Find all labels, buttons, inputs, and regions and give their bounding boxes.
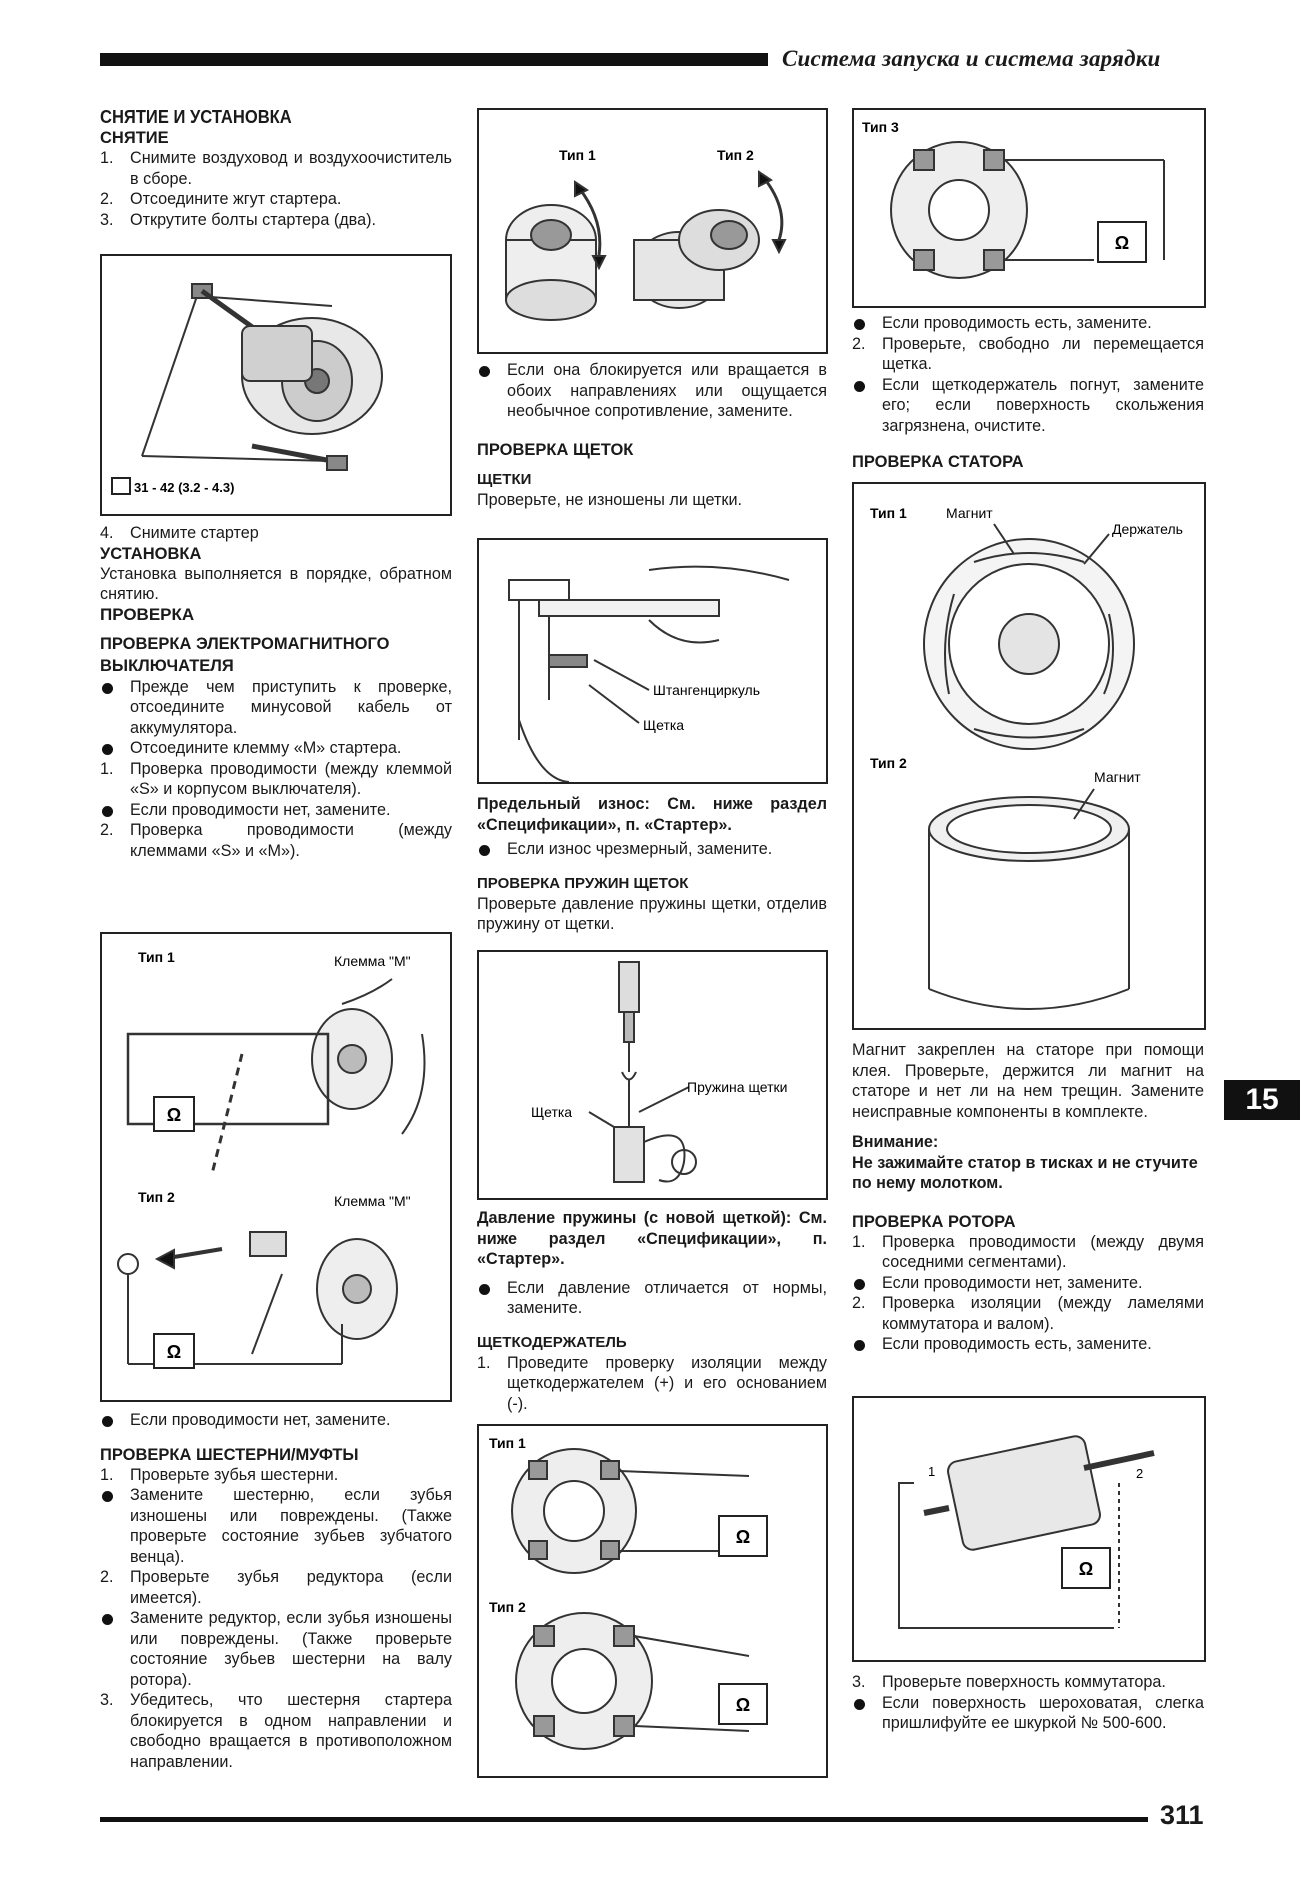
- column-1-continued: [100, 523, 452, 861]
- figure-starter-removal: [100, 254, 452, 516]
- figure-rotor: [852, 1396, 1206, 1662]
- column-3: [852, 313, 1204, 472]
- list-item: Прежде чем приступить к проверке, отсоедините минусовой кабель от аккумулятора.: [100, 677, 452, 739]
- list-item: Если проводимости нет, замените.: [100, 1410, 452, 1431]
- list-item: 4. Снимите стартер: [100, 524, 259, 542]
- fig-label-type1: Тип 1: [138, 949, 175, 965]
- list-item: 1. Проведите проверку изоляции между щеткодержателем (+) и его основанием (-).: [477, 1353, 827, 1413]
- list-item: Если поверхность шероховатая, слегка пришлифуйте ее шкуркой № 500-600.: [852, 1693, 1204, 1734]
- torque-spec: 31 - 42 (3.2 - 4.3): [134, 480, 235, 495]
- list-item: Если давление отличается от нормы, замените.: [477, 1278, 827, 1319]
- fig-label-type1: Тип 1: [489, 1435, 526, 1451]
- chapter-tab: 15: [1224, 1080, 1300, 1120]
- subheading-removal: СНЯТИЕ: [100, 129, 169, 147]
- subheading-pinion: ПРОВЕРКА ШЕСТЕРНИ/МУФТЫ: [100, 1445, 359, 1464]
- install-text: Установка выполняется в порядке, обратном снятию.: [100, 564, 452, 603]
- bullet-icon: [854, 1699, 865, 1710]
- subheading-stator: ПРОВЕРКА СТАТОРА: [852, 453, 1024, 471]
- svg-text:Ω: Ω: [1114, 233, 1130, 253]
- warning-title: Внимание:: [852, 1133, 939, 1151]
- bullet-icon: [479, 366, 490, 377]
- fig-label-type2: Тип 2: [489, 1599, 526, 1615]
- svg-text:Ω: Ω: [735, 1527, 751, 1547]
- fig-label-type2: Тип 2: [717, 147, 754, 163]
- fig-label-magnet: Магнит: [946, 505, 993, 521]
- fig-label-type3: Тип 3: [862, 119, 899, 135]
- column-1-bottom: [100, 1410, 452, 1772]
- list-item: Отсоедините клемму «М» стартера.: [100, 738, 452, 759]
- section-heading: СНЯТИЕ И УСТАНОВКА: [100, 107, 292, 127]
- solenoid-items: [100, 677, 452, 862]
- bullet-icon: [102, 1614, 113, 1625]
- list-item: 1. Снимите воздуховод и воздухоочиститель в сборе.: [100, 149, 452, 188]
- figure-brush-holder-type3: [852, 108, 1206, 308]
- subheading-brushes-sub: ЩЕТКИ: [477, 470, 532, 488]
- figure-brush-holder: [477, 1424, 828, 1778]
- list-item: Замените редуктор, если зубья изношены или повреждены. (Также проверьте состояние зубьев шестерни на валу ротора).: [100, 1608, 452, 1690]
- bullet-icon: [102, 683, 113, 694]
- list-item: 1. Проверка проводимости (между двумя соседними сегментами).: [852, 1232, 1204, 1271]
- header-rule: [100, 53, 768, 66]
- figure-stator: [852, 482, 1206, 1030]
- fig-label-spring: Пружина щетки: [687, 1079, 788, 1095]
- column-3-bottom: [852, 1672, 1204, 1734]
- list-item: 1. Проверьте зубья шестерни.: [100, 1465, 339, 1484]
- subheading-solenoid: ПРОВЕРКА ЭЛЕКТРОМАГНИТНОГО ВЫКЛЮЧАТЕЛЯ: [100, 634, 390, 675]
- list-item: Если проводимость есть, замените.: [852, 1334, 1204, 1355]
- subheading-rotor: ПРОВЕРКА РОТОРА: [852, 1212, 1016, 1231]
- footer-rule: [100, 1817, 1148, 1822]
- column-2-mid: [477, 794, 827, 935]
- figure-brush-caliper: [477, 538, 828, 784]
- list-item: Если износ чрезмерный, замените.: [477, 839, 827, 860]
- svg-text:Ω: Ω: [735, 1695, 751, 1715]
- springs-text: Проверьте давление пружины щетки, отделив пружину от щетки.: [477, 894, 827, 933]
- subheading-install: УСТАНОВКА: [100, 544, 202, 563]
- bullet-icon: [102, 1491, 113, 1502]
- fig-label-holder: Держатель: [1112, 521, 1183, 537]
- page-number: 311: [1160, 1800, 1204, 1830]
- list-item: 3. Открутите болты стартера (два).: [100, 210, 376, 229]
- list-item: Замените шестерню, если зубья изношены или повреждены. (Также проверьте состояние зубьев зубчатого венца).: [100, 1485, 452, 1567]
- bullet-icon: [854, 319, 865, 330]
- fig-label-type2: Тип 2: [138, 1189, 175, 1205]
- list-item: 3. Проверьте поверхность коммутатора.: [852, 1673, 1166, 1691]
- probe-2-label: 2: [1136, 1466, 1144, 1481]
- warning-text: Не зажимайте статор в тисках и не стучите по нему молотком.: [852, 1153, 1198, 1192]
- list-item: 2. Отсоедините жгут стартера.: [100, 190, 342, 208]
- running-header-title: Система запуска и система зарядки: [782, 46, 1161, 71]
- fig-label-type2: Тип 2: [870, 755, 907, 771]
- list-item: 1. Проверка проводимости (между клеммой «S» и корпусом выключателя).: [100, 759, 452, 798]
- bullet-icon: [854, 1340, 865, 1351]
- list-item: 2. Проверьте, свободно ли перемещается щетка.: [852, 334, 1204, 373]
- torque-wrench-icon: [112, 478, 130, 494]
- svg-text:Ω: Ω: [1078, 1559, 1094, 1579]
- list-item: Если проводимости нет, замените.: [100, 800, 452, 821]
- list-item: Если проводимость есть, замените.: [852, 313, 1204, 334]
- pinion-items: [100, 1465, 452, 1773]
- fig-label-type1: Тип 1: [559, 147, 596, 163]
- column-2: [477, 360, 827, 510]
- subheading-brushes: ПРОВЕРКА ЩЕТОК: [477, 440, 634, 459]
- fig-label-type1: Тип 1: [870, 505, 907, 521]
- svg-text:Ω: Ω: [166, 1342, 182, 1362]
- fig-label-brush: Щетка: [643, 717, 685, 733]
- subheading-holder: ЩЕТКОДЕРЖАТЕЛЬ: [477, 1333, 627, 1351]
- bullet-icon: [102, 1416, 113, 1427]
- fig-label-brush: Щетка: [531, 1104, 573, 1120]
- bullet-icon: [854, 381, 865, 392]
- list-item: 3. Убедитесь, что шестерня стартера блокируется в одном направлении и свободно вращается в противоположном направлении.: [100, 1691, 452, 1771]
- bullet-icon: [479, 845, 490, 856]
- probe-1-label: 1: [928, 1464, 936, 1479]
- bullet-icon: [854, 1279, 865, 1290]
- wear-limit: Предельный износ: См. ниже раздел «Спецификации», п. «Стартер».: [477, 795, 827, 834]
- spring-pressure: Давление пружины (с новой щеткой): См. ниже раздел «Спецификации», п. «Стартер».: [477, 1209, 827, 1268]
- column-3-mid: [852, 1040, 1204, 1355]
- subheading-check: ПРОВЕРКА: [100, 604, 195, 624]
- svg-text:Ω: Ω: [166, 1105, 182, 1125]
- brushes-text: Проверьте, не изношены ли щетки.: [477, 490, 742, 509]
- list-item: 2. Проверка изоляции (между ламелями коммутатора и валом).: [852, 1294, 1204, 1333]
- bullet-icon: [102, 806, 113, 817]
- fig-label-caliper: Штангенциркуль: [653, 682, 760, 698]
- figure-pinion-types: [477, 108, 828, 354]
- subheading-springs: ПРОВЕРКА ПРУЖИН ЩЕТОК: [477, 874, 689, 892]
- figure-solenoid-test: [100, 932, 452, 1402]
- fig-label-magnet-2: Магнит: [1094, 769, 1141, 785]
- fig-label-terminal-m-2: Клемма "M": [334, 1193, 411, 1209]
- starter-illustration: [102, 256, 450, 514]
- column-2-lower: [477, 1208, 827, 1414]
- list-item: 2. Проверка проводимости (между клеммами «S» и «M»).: [100, 821, 452, 860]
- stator-text: Магнит закреплен на статоре при помощи клея. Проверьте, держится ли магнит на статоре и нет ли на нем трещин. Замените неисправные компоненты в комплекте.: [852, 1041, 1204, 1121]
- fig-label-terminal-m: Клемма "M": [334, 953, 411, 969]
- list-item: Если проводимости нет, замените.: [852, 1273, 1204, 1294]
- list-item: 2. Проверьте зубья редуктора (если имеется).: [100, 1568, 452, 1607]
- list-item: Если щеткодержатель погнут, замените его; если поверхность скольжения загрязнена, очистите.: [852, 375, 1204, 437]
- column-1: [100, 106, 452, 230]
- figure-brush-spring: [477, 950, 828, 1200]
- removal-steps: [100, 148, 452, 230]
- bullet-icon: [479, 1284, 490, 1295]
- bullet-icon: [102, 744, 113, 755]
- list-item: Если она блокируется или вращается в обоих направлениях или ощущается необычное сопротивление, замените.: [477, 360, 827, 422]
